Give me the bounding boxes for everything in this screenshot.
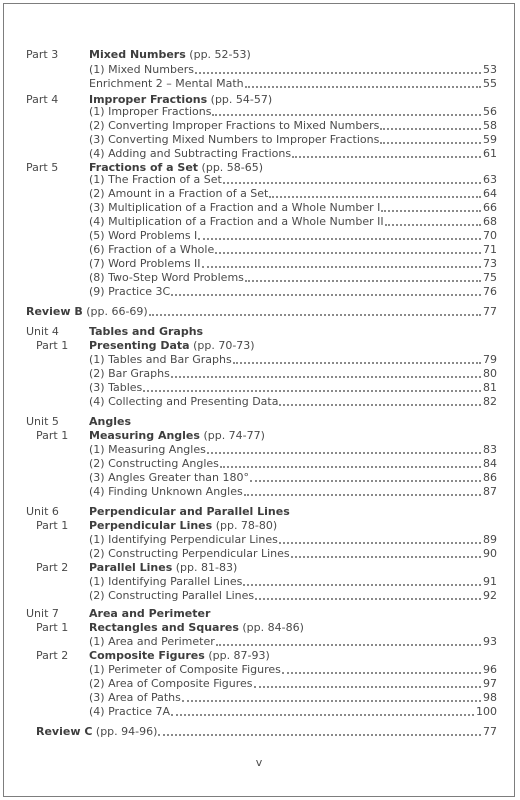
section-heading[interactable] <box>89 325 203 339</box>
entry-title: (3) Multiplication of a Fraction and a Whole Number I <box>89 201 381 214</box>
entry-title: (1) Perimeter of Composite Figures <box>89 663 281 676</box>
dot-leader <box>158 733 481 736</box>
dot-leader <box>254 685 481 688</box>
toc-row <box>4 353 514 367</box>
toc-row <box>4 63 514 77</box>
dot-leader <box>223 181 481 184</box>
toc-entry[interactable] <box>89 395 497 409</box>
toc-entry[interactable] <box>89 381 497 395</box>
entry-page-number: 56 <box>483 105 497 118</box>
section-title: Tables and Graphs <box>89 325 204 338</box>
unit-label: Unit 5 <box>26 415 59 428</box>
entry-title: (1) Area and Perimeter <box>89 635 215 648</box>
entry-title: Enrichment 2 – Mental Math <box>89 77 244 90</box>
entry-title: (4) Finding Unknown Angles <box>89 485 243 498</box>
toc-row <box>4 635 514 649</box>
section-title: Area and Perimeter <box>89 607 211 620</box>
toc-row <box>4 663 514 677</box>
toc-row <box>4 105 514 119</box>
entry-title: (4) Practice 7A <box>89 705 171 718</box>
toc-entry[interactable] <box>89 663 497 677</box>
entry-page-number: 77 <box>483 305 497 318</box>
section-heading[interactable] <box>89 649 270 663</box>
part-label: Part 1 <box>36 621 69 634</box>
entry-page-number: 100 <box>476 705 497 718</box>
entry-page-number: 66 <box>483 201 497 214</box>
dot-leader <box>245 279 481 282</box>
dot-leader <box>243 583 481 586</box>
toc-row <box>4 119 514 133</box>
toc-entry[interactable] <box>89 691 497 705</box>
entry-title: (3) Tables <box>89 381 143 394</box>
unit-label: Unit 7 <box>26 607 59 620</box>
toc-entry[interactable] <box>89 173 497 187</box>
toc-row <box>4 415 514 429</box>
toc-entry[interactable] <box>89 367 497 381</box>
entry-page-number: 93 <box>483 635 497 648</box>
entry-title: (1) Improper Fractions <box>89 105 212 118</box>
dot-leader <box>279 403 481 406</box>
entry-page-number: 86 <box>483 471 497 484</box>
dot-leader <box>212 113 481 116</box>
section-title: Fractions of a Set <box>89 161 199 174</box>
toc-row <box>4 215 514 229</box>
toc-row <box>4 691 514 705</box>
section-title: Presenting Data <box>89 339 190 352</box>
entry-page-number: 64 <box>483 187 497 200</box>
toc-row <box>4 443 514 457</box>
page-range: (pp. 66-69) <box>86 305 148 318</box>
entry-page-number: 73 <box>483 257 497 270</box>
toc-entry[interactable] <box>89 443 497 457</box>
toc-entry[interactable] <box>89 485 497 499</box>
dot-leader <box>171 713 474 716</box>
section-heading[interactable] <box>89 607 210 621</box>
section-title: Mixed Numbers <box>89 48 186 61</box>
toc-row <box>4 547 514 561</box>
toc-entry[interactable] <box>89 133 497 147</box>
dot-leader <box>216 643 481 646</box>
entry-page-number: 53 <box>483 63 497 76</box>
section-title: Perpendicular and Parallel Lines <box>89 505 290 518</box>
toc-row <box>4 457 514 471</box>
entry-title: (6) Fraction of a Whole <box>89 243 215 256</box>
toc-row <box>4 325 514 339</box>
entry-title: (3) Angles Greater than 180° <box>89 471 250 484</box>
entry-page-number: 55 <box>483 77 497 90</box>
page-range: (pp. 81-83) <box>175 561 238 574</box>
entry-page-number: 61 <box>483 147 497 160</box>
toc-entry[interactable] <box>89 635 497 649</box>
entry-page-number: 90 <box>483 547 497 560</box>
entry-title: (9) Practice 3C <box>89 285 171 298</box>
toc-row <box>4 561 514 575</box>
dot-leader <box>380 127 481 130</box>
section-title: Improper Fractions <box>89 93 208 106</box>
dot-leader <box>381 209 481 212</box>
dot-leader <box>171 293 481 296</box>
page-range: (pp. 52-53) <box>189 48 251 61</box>
dot-leader <box>292 155 481 158</box>
unit-label: Unit 4 <box>26 325 59 338</box>
toc-row <box>4 147 514 161</box>
entry-page-number: 75 <box>483 271 497 284</box>
review-label: Review B <box>26 305 83 318</box>
toc-entry[interactable] <box>89 201 497 215</box>
entry-title: (1) Mixed Numbers <box>89 63 194 76</box>
dot-leader <box>385 223 481 226</box>
toc-entry[interactable] <box>89 589 497 603</box>
part-label: Part 4 <box>26 93 59 106</box>
part-label: Part 2 <box>36 561 69 574</box>
entry-page-number: 98 <box>483 691 497 704</box>
toc-row <box>4 201 514 215</box>
entry-title: (2) Constructing Parallel Lines <box>89 589 255 602</box>
entry-title: (8) Two-Step Word Problems <box>89 271 244 284</box>
entry-page-number: 68 <box>483 215 497 228</box>
toc-row <box>4 471 514 485</box>
toc-entry[interactable] <box>89 547 497 561</box>
entry-page-number: 91 <box>483 575 497 588</box>
entry-title: (7) Word Problems II <box>89 257 201 270</box>
entry-title: (2) Converting Improper Fractions to Mixed Numbers <box>89 119 380 132</box>
page-range: (pp. 58-65) <box>201 161 264 174</box>
entry-page-number: 77 <box>483 725 497 738</box>
toc-entry[interactable] <box>89 243 497 257</box>
toc-entry[interactable] <box>89 533 497 547</box>
entry-title: (2) Area of Composite Figures <box>89 677 253 690</box>
dot-leader <box>269 195 481 198</box>
entry-page-number: 81 <box>483 381 497 394</box>
entry-page-number: 87 <box>483 485 497 498</box>
entry-title: (4) Adding and Subtracting Fractions <box>89 147 292 160</box>
toc-row <box>4 705 514 719</box>
dot-leader <box>250 479 481 482</box>
dot-leader <box>245 85 481 88</box>
entry-page-number: 82 <box>483 395 497 408</box>
toc-row <box>4 395 514 409</box>
toc-entry[interactable] <box>89 457 497 471</box>
dot-leader <box>202 265 481 268</box>
entry-page-number: 96 <box>483 663 497 676</box>
toc-row <box>4 173 514 187</box>
entry-page-number: 59 <box>483 133 497 146</box>
entry-page-number: 71 <box>483 243 497 256</box>
section-title: Measuring Angles <box>89 429 200 442</box>
dot-leader <box>215 251 481 254</box>
dot-leader <box>244 493 481 496</box>
review-entry[interactable] <box>36 725 497 739</box>
dot-leader <box>143 389 481 392</box>
entry-title: (2) Constructing Perpendicular Lines <box>89 547 290 560</box>
dot-leader <box>195 71 481 74</box>
unit-label: Unit 6 <box>26 505 59 518</box>
toc-row <box>4 621 514 635</box>
toc-entry[interactable] <box>89 677 497 691</box>
toc-row <box>4 725 514 739</box>
toc-row <box>4 305 514 319</box>
section-heading[interactable] <box>89 429 265 443</box>
page-range: (pp. 54-57) <box>210 93 273 106</box>
toc-row <box>4 257 514 271</box>
toc-row <box>4 187 514 201</box>
review-label: Review C <box>36 725 93 738</box>
toc-row <box>4 575 514 589</box>
entry-title: (2) Amount in a Fraction of a Set <box>89 187 269 200</box>
dot-leader <box>233 361 481 364</box>
entry-title: (2) Bar Graphs <box>89 367 170 380</box>
section-heading[interactable] <box>89 505 290 519</box>
toc-row <box>4 243 514 257</box>
entry-page-number: 97 <box>483 677 497 690</box>
page-range: (pp. 94-96) <box>95 725 158 738</box>
toc-entry[interactable] <box>89 353 497 367</box>
toc-entry[interactable] <box>89 257 497 271</box>
section-heading[interactable] <box>89 339 255 353</box>
dot-leader <box>380 141 481 144</box>
dot-leader <box>171 375 481 378</box>
entry-title: (3) Converting Mixed Numbers to Improper Fractions <box>89 133 380 146</box>
entry-title: (1) Tables and Bar Graphs <box>89 353 232 366</box>
part-label: Part 3 <box>26 48 59 61</box>
toc-row <box>4 48 514 62</box>
toc-entry[interactable] <box>89 285 497 299</box>
entry-title: (1) The Fraction of a Set <box>89 173 222 186</box>
toc-entry[interactable] <box>89 215 497 229</box>
dot-leader <box>149 313 481 316</box>
part-label: Part 1 <box>36 519 69 532</box>
document-page <box>3 3 515 797</box>
toc-entry[interactable] <box>89 271 497 285</box>
page-range: (pp. 78-80) <box>215 519 278 532</box>
dot-leader <box>207 451 481 454</box>
toc-entry[interactable] <box>89 187 497 201</box>
entry-title: (5) Word Problems I <box>89 229 198 242</box>
toc-entry[interactable] <box>89 705 497 719</box>
toc-row <box>4 367 514 381</box>
section-heading[interactable] <box>89 519 277 533</box>
dot-leader <box>255 597 481 600</box>
toc-row <box>4 649 514 663</box>
toc-row <box>4 133 514 147</box>
entry-title: (1) Identifying Parallel Lines <box>89 575 243 588</box>
entry-page-number: 58 <box>483 119 497 132</box>
toc-row <box>4 285 514 299</box>
entry-page-number: 92 <box>483 589 497 602</box>
section-heading[interactable] <box>89 48 251 62</box>
toc-entry[interactable] <box>89 229 497 243</box>
entry-title: (2) Constructing Angles <box>89 457 219 470</box>
entry-title: (1) Identifying Perpendicular Lines <box>89 533 278 546</box>
part-label: Part 1 <box>36 339 69 352</box>
review-title <box>26 305 148 319</box>
part-label: Part 5 <box>26 161 59 174</box>
toc-entry[interactable] <box>89 471 497 485</box>
toc-entry[interactable] <box>89 575 497 589</box>
section-title: Angles <box>89 415 131 428</box>
toc-row <box>4 229 514 243</box>
toc-row <box>4 77 514 91</box>
entry-title: (1) Measuring Angles <box>89 443 206 456</box>
toc-entry[interactable] <box>89 105 497 119</box>
toc-row <box>4 271 514 285</box>
dot-leader <box>182 699 481 702</box>
entry-title: (4) Multiplication of a Fraction and a Whole Number II <box>89 215 384 228</box>
review-title <box>36 725 157 739</box>
part-label: Part 2 <box>36 649 69 662</box>
entry-page-number: 89 <box>483 533 497 546</box>
toc-entry[interactable] <box>89 77 497 91</box>
section-heading[interactable] <box>89 621 304 635</box>
dot-leader <box>198 237 481 240</box>
entry-page-number: 63 <box>483 173 497 186</box>
page-range: (pp. 84-86) <box>242 621 304 634</box>
toc-entry[interactable] <box>89 119 497 133</box>
toc-row <box>4 607 514 621</box>
entry-page-number: 79 <box>483 353 497 366</box>
toc-row <box>4 519 514 533</box>
section-heading[interactable] <box>89 561 237 575</box>
section-heading[interactable] <box>89 415 131 429</box>
entry-title: (3) Area of Paths <box>89 691 181 704</box>
dot-leader <box>279 541 481 544</box>
toc-entry[interactable] <box>89 147 497 161</box>
toc-row <box>4 381 514 395</box>
page-range: (pp. 87-93) <box>208 649 270 662</box>
review-entry[interactable] <box>26 305 497 319</box>
entry-page-number: 84 <box>483 457 497 470</box>
page-range: (pp. 70-73) <box>193 339 255 352</box>
part-label: Part 1 <box>36 429 69 442</box>
dot-leader <box>220 465 481 468</box>
page-number: v <box>255 756 263 769</box>
entry-page-number: 70 <box>483 229 497 242</box>
toc-row <box>4 589 514 603</box>
section-title: Composite Figures <box>89 649 205 662</box>
dot-leader <box>282 671 481 674</box>
dot-leader <box>291 555 481 558</box>
toc-row <box>4 429 514 443</box>
page-range: (pp. 74-77) <box>203 429 265 442</box>
section-title: Parallel Lines <box>89 561 173 574</box>
entry-title: (4) Collecting and Presenting Data <box>89 395 279 408</box>
toc-row <box>4 485 514 499</box>
section-title: Rectangles and Squares <box>89 621 239 634</box>
toc-row <box>4 677 514 691</box>
toc-entry[interactable] <box>89 63 497 77</box>
toc-row <box>4 339 514 353</box>
section-title: Perpendicular Lines <box>89 519 213 532</box>
entry-page-number: 83 <box>483 443 497 456</box>
toc-row <box>4 505 514 519</box>
entry-page-number: 76 <box>483 285 497 298</box>
toc-row <box>4 533 514 547</box>
entry-page-number: 80 <box>483 367 497 380</box>
